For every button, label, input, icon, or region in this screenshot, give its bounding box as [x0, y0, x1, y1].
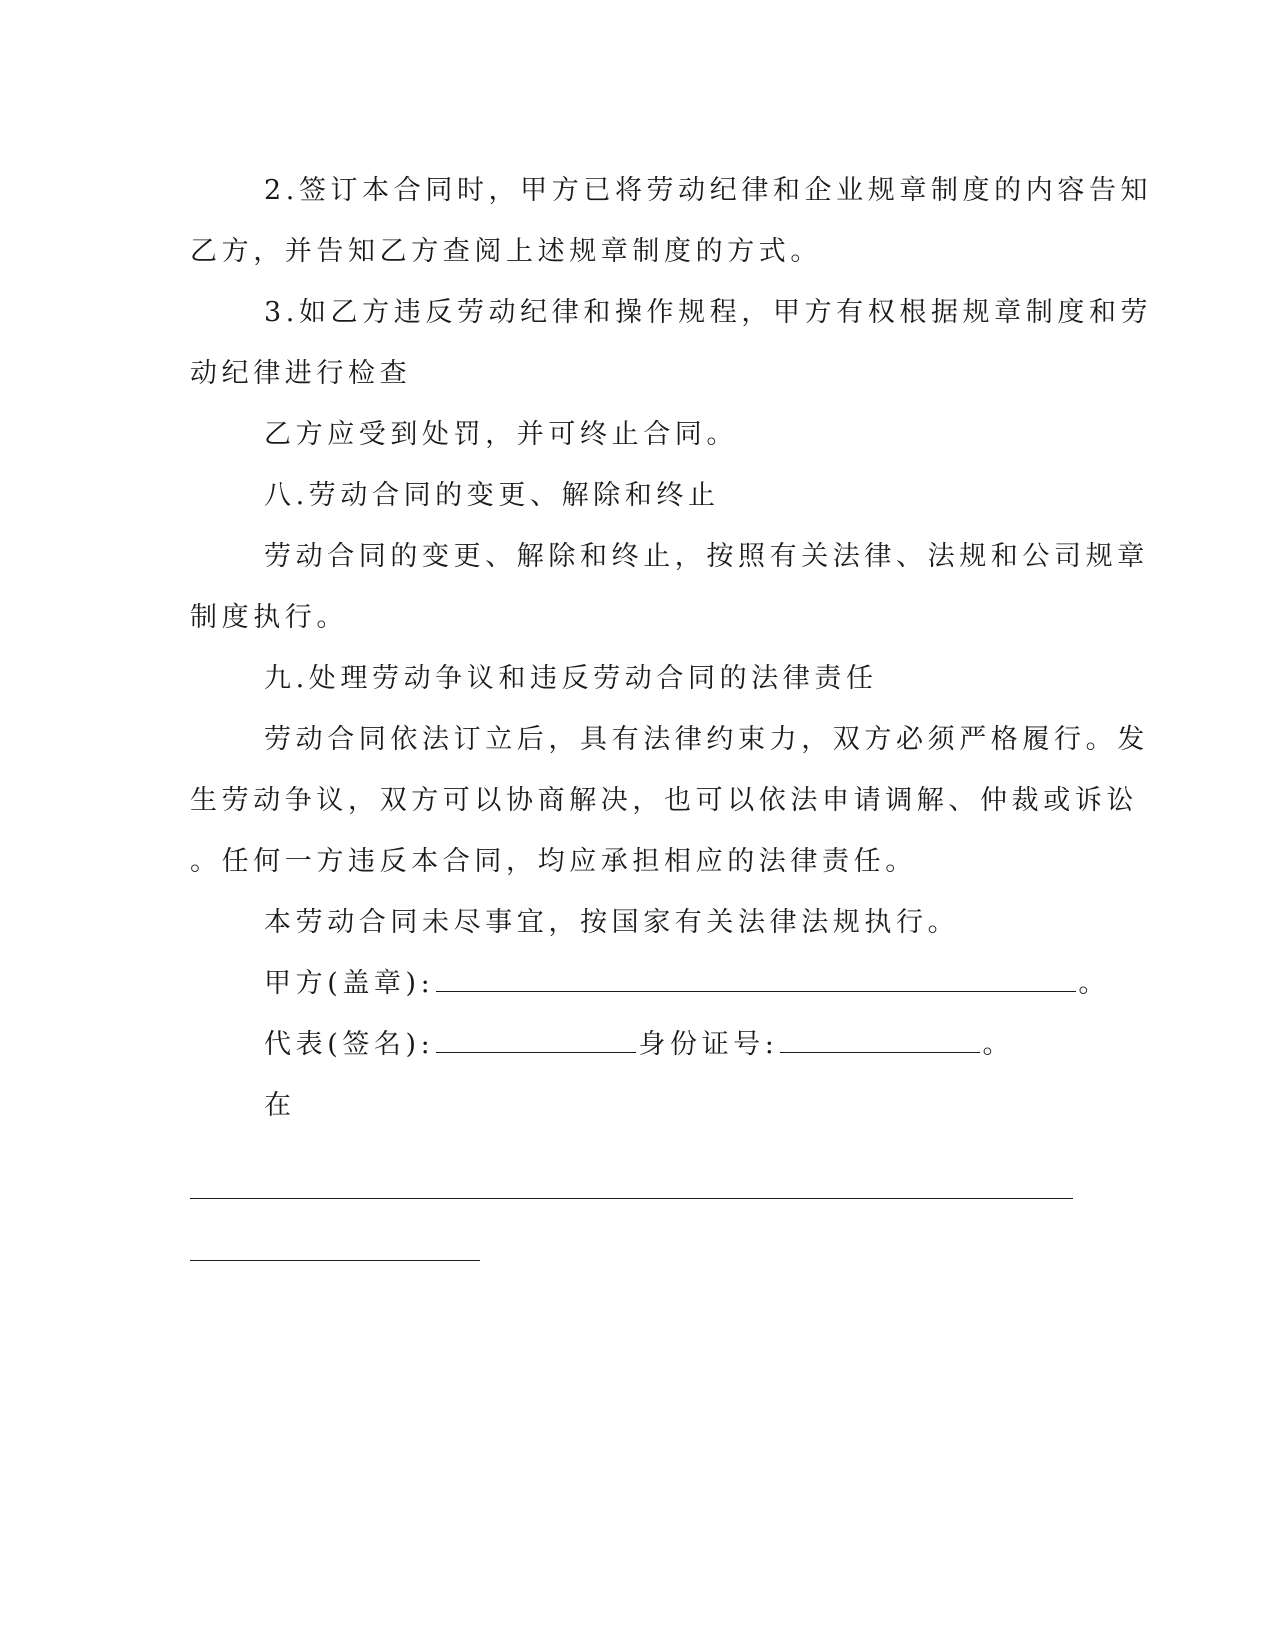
paragraph-line: 生劳动争议，双方可以协商解决，也可以依法申请调解、仲裁或诉讼	[190, 785, 1138, 816]
party-a-seal-field[interactable]	[436, 969, 1076, 992]
paragraph-line: 动纪律进行检查	[190, 358, 412, 389]
paragraph-line: 乙方，并告知乙方查阅上述规章制度的方式。	[190, 236, 822, 267]
party-a-seal-label: 甲方(盖章):	[264, 968, 435, 999]
id-number-label: 身份证号:	[638, 1029, 779, 1060]
representative-signature-field[interactable]	[436, 1030, 636, 1053]
party-a-seal-end: 。	[1078, 968, 1110, 999]
party-a-seal-row	[190, 953, 1110, 1014]
representative-row	[190, 1014, 1070, 1075]
id-number-field[interactable]	[780, 1030, 980, 1053]
location-field-line-continued[interactable]	[190, 1260, 480, 1261]
paragraph-line: 3.如乙方违反劳动纪律和操作规程，甲方有权根据规章制度和劳	[264, 297, 1153, 328]
paragraph-line: 劳动合同依法订立后，具有法律约束力，双方必须严格履行。发	[264, 724, 1149, 755]
paragraph-line: 本劳动合同未尽事宜，按国家有关法律法规执行。	[264, 907, 960, 938]
paragraph-line: 。任何一方违反本合同，均应承担相应的法律责任。	[190, 846, 917, 877]
representative-end: 。	[982, 1029, 1015, 1060]
location-field-line[interactable]	[190, 1198, 1073, 1199]
section-heading: 九.处理劳动争议和违反劳动合同的法律责任	[264, 663, 878, 694]
paragraph-line: 乙方应受到处罚，并可终止合同。	[264, 419, 738, 450]
paragraph-line: 制度执行。	[190, 602, 348, 633]
paragraph-line: 劳动合同的变更、解除和终止，按照有关法律、法规和公司规章	[264, 541, 1149, 572]
section-heading: 八.劳动合同的变更、解除和终止	[264, 480, 720, 511]
location-prefix: 在	[264, 1090, 296, 1121]
document-body	[190, 160, 1153, 1136]
representative-label: 代表(签名):	[264, 1029, 435, 1060]
location-row	[190, 1075, 1070, 1136]
paragraph-line: 2.签订本合同时，甲方已将劳动纪律和企业规章制度的内容告知	[264, 175, 1153, 206]
